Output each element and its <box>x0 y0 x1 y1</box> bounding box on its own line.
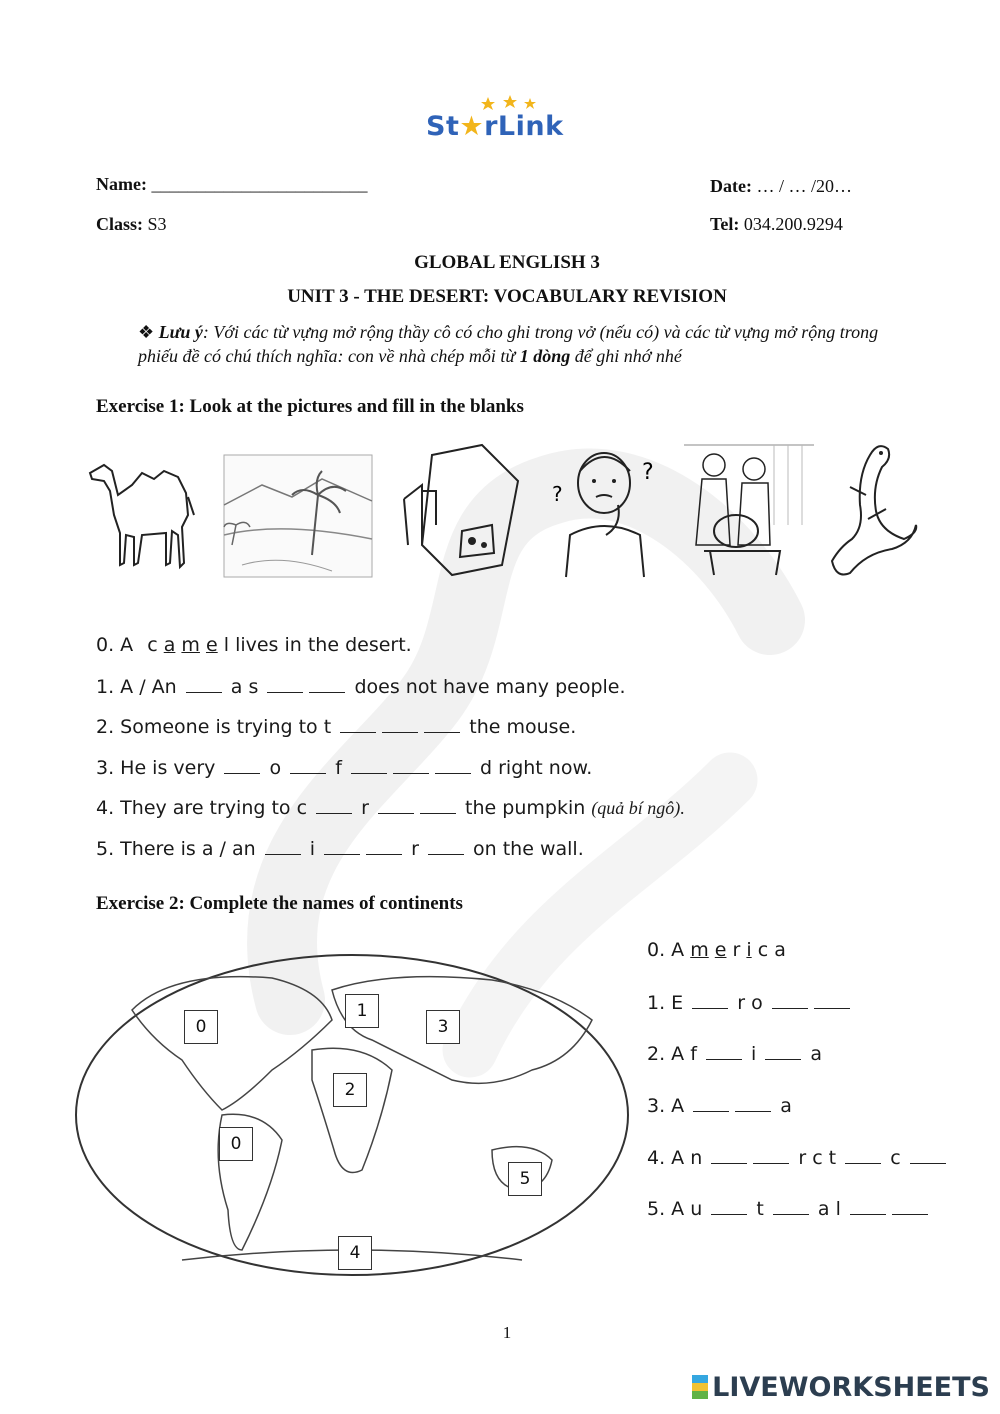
date-field[interactable]: … / … /20… <box>756 176 852 196</box>
answer-blank[interactable] <box>692 992 728 1009</box>
answer-blank[interactable] <box>224 757 260 774</box>
map-label-box[interactable]: 1 <box>345 994 379 1028</box>
exercise-2-title: Exercise 2: Complete the names of continents <box>96 893 463 914</box>
answer-blank[interactable] <box>435 757 471 774</box>
exercise-1-title: Exercise 1: Look at the pictures and fill in the blanks <box>96 396 524 417</box>
tel-row: Tel: 034.200.9294 <box>710 214 843 234</box>
exercise-1-question-4: 4. They are trying to c r the pumpkin (quả bí ngô). <box>96 797 685 819</box>
svg-text:?: ? <box>642 460 654 485</box>
answer-blank[interactable] <box>814 992 850 1009</box>
map-label-box[interactable]: 0 <box>219 1127 253 1161</box>
exercise-1-question-1: 1. A / An a s does not have many people. <box>96 676 626 698</box>
name-field[interactable]: ________________________ <box>151 174 368 194</box>
continent-3: 3. A a <box>647 1095 792 1117</box>
answer-blank[interactable] <box>290 757 326 774</box>
unit-title: UNIT 3 - THE DESERT: VOCABULARY REVISION <box>287 286 727 307</box>
answer-blank[interactable] <box>186 676 222 693</box>
note: ❖ Lưu ý: Với các từ vựng mở rộng thầy cô có cho ghi trong vở (nếu có) và các từ vựng mở rộng trong phiếu đề có chú thích nghĩa: con về nhà chép mỗi từ 1 dòng để ghi nhớ nhé <box>138 322 879 366</box>
answer-blank[interactable] <box>393 757 429 774</box>
map-label-box[interactable]: 4 <box>338 1236 372 1270</box>
oasis-picture <box>222 435 374 585</box>
continent-5: 5. A u t a l <box>647 1198 931 1220</box>
course-title: GLOBAL ENGLISH 3 <box>414 252 600 273</box>
answer-blank[interactable] <box>267 676 303 693</box>
answer-blank[interactable] <box>892 1198 928 1215</box>
continent-4: 4. A n r c t c <box>647 1147 949 1169</box>
exercise-1-question-5: 5. There is a / an i r on the wall. <box>96 838 584 860</box>
camel-picture <box>84 435 198 585</box>
answer-blank[interactable] <box>735 1095 771 1112</box>
answer-blank[interactable] <box>265 838 301 855</box>
exercise-1-question-3: 3. He is very o f d right now. <box>96 757 593 779</box>
date-row: Date: … / … /20… <box>710 176 852 196</box>
answer-blank[interactable] <box>420 797 456 814</box>
answer-blank[interactable] <box>309 676 345 693</box>
exercise-1-example: 0. A c a m e l lives in the desert. <box>96 634 412 656</box>
answer-blank[interactable] <box>428 838 464 855</box>
lizard-picture <box>826 435 920 585</box>
answer-blank[interactable] <box>424 716 460 733</box>
answer-blank[interactable] <box>772 992 808 1009</box>
answer-blank[interactable] <box>340 716 376 733</box>
answer-blank[interactable] <box>378 797 414 814</box>
answer-blank[interactable] <box>324 838 360 855</box>
answer-blank[interactable] <box>773 1198 809 1215</box>
name-row: Name: ________________________ <box>96 174 368 194</box>
pumpkin-carving-picture <box>684 435 814 585</box>
answer-blank[interactable] <box>706 1043 742 1060</box>
answer-blank[interactable] <box>711 1198 747 1215</box>
map-label-box[interactable]: 5 <box>508 1162 542 1196</box>
answer-blank[interactable] <box>711 1147 747 1164</box>
answer-blank[interactable] <box>765 1043 801 1060</box>
continent-1: 1. E r o <box>647 992 853 1014</box>
page-number: 1 <box>502 1323 512 1342</box>
mousetrap-picture <box>402 435 522 585</box>
answer-blank[interactable] <box>316 797 352 814</box>
answer-blank[interactable] <box>845 1147 881 1164</box>
liveworksheets-logo-icon <box>692 1375 708 1399</box>
answer-blank[interactable] <box>693 1095 729 1112</box>
answer-blank[interactable] <box>382 716 418 733</box>
continent-2: 2. A f i a <box>647 1043 823 1065</box>
confused-boy-picture <box>546 435 666 585</box>
liveworksheets-brand: LIVEWORKSHEETS <box>692 1372 990 1403</box>
svg-text:?: ? <box>552 482 563 506</box>
answer-blank[interactable] <box>351 757 387 774</box>
map-label-box[interactable]: 0 <box>184 1010 218 1044</box>
answer-blank[interactable] <box>850 1198 886 1215</box>
map-label-box[interactable]: 2 <box>333 1073 367 1107</box>
starlink-logo: St★rLink <box>426 95 596 155</box>
answer-blank[interactable] <box>910 1147 946 1164</box>
map-label-box[interactable]: 3 <box>426 1010 460 1044</box>
answer-blank[interactable] <box>753 1147 789 1164</box>
class-row: Class: S3 <box>96 214 167 234</box>
exercise-1-question-2: 2. Someone is trying to t the mouse. <box>96 716 577 738</box>
continent-example: 0. A m e r i c a <box>647 939 786 961</box>
answer-blank[interactable] <box>366 838 402 855</box>
